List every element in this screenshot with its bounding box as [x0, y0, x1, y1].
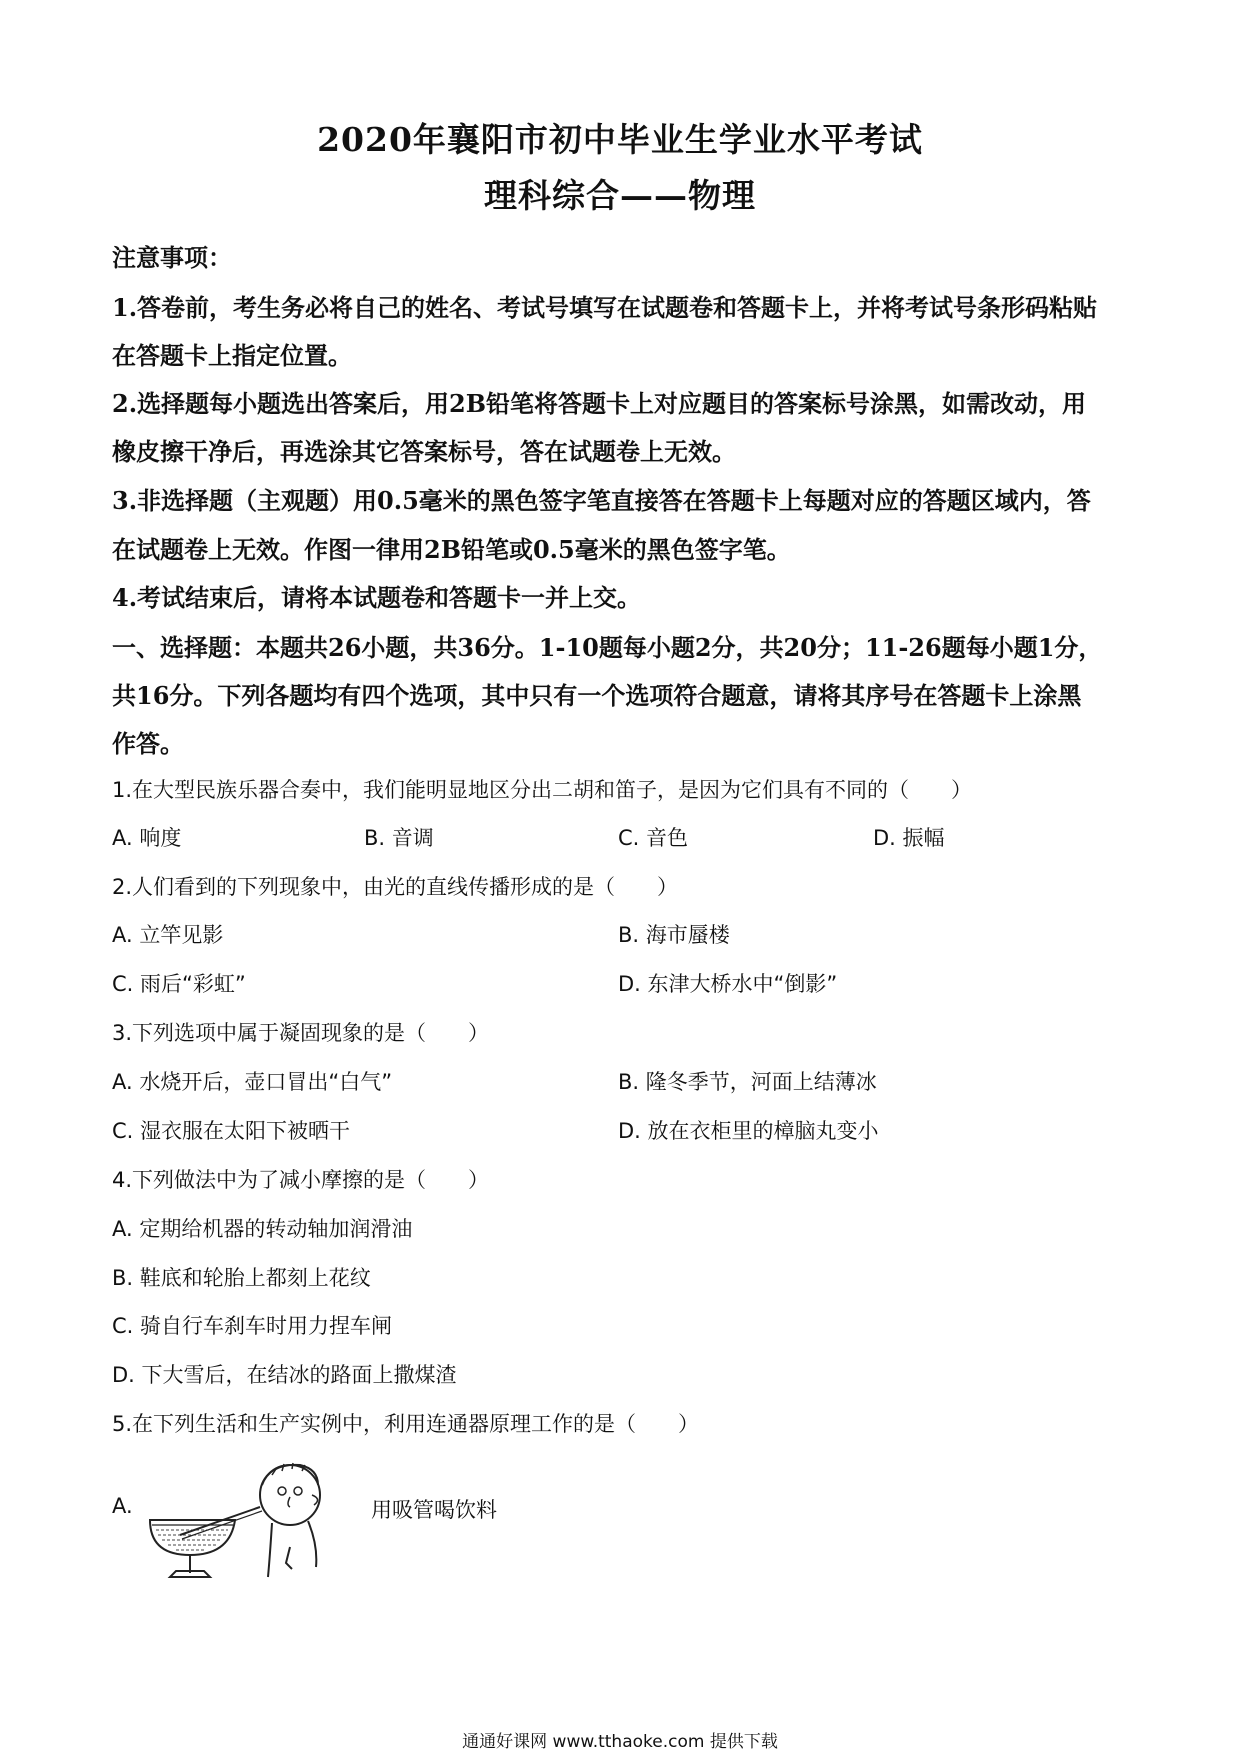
option-a: A. 定期给机器的转动轴加润滑油: [112, 1217, 413, 1241]
drinking-straw-figure: [140, 1455, 335, 1585]
notice-line: 橡皮擦干净后，再选涂其它答案标号，答在试题卷上无效。: [112, 437, 736, 466]
question-stem: 5.在下列生活和生产实例中，利用连通器原理工作的是（ ）: [112, 1412, 700, 1436]
option-d: D. 下大雪后，在结冰的路面上撒煤渣: [112, 1363, 457, 1387]
notice-line: 2.选择题每小题选出答案后，用2B铅笔将答题卡上对应题目的答案标号涂黑，如需改动，用: [112, 389, 1087, 418]
option-c: C. 湿衣服在太阳下被晒干: [112, 1119, 351, 1143]
option-a: 用吸管喝饮料: [371, 1498, 497, 1522]
option-c: C. 音色: [618, 826, 689, 850]
question-stem: 2.人们看到的下列现象中，由光的直线传播形成的是（ ）: [112, 875, 679, 899]
notice-line: 在答题卡上指定位置。: [112, 341, 352, 370]
option-a-letter: A.: [112, 1494, 133, 1518]
page-footer: 通通好课网 www.tthaoke.com 提供下载: [462, 1732, 778, 1752]
notice-heading: 注意事项：: [112, 243, 232, 272]
notice-line: 3.非选择题（主观题）用0.5毫米的黑色签字笔直接答在答题卡上每题对应的答题区域内，答: [112, 486, 1091, 515]
option-a: A. 立竿见影: [112, 923, 224, 947]
section-line: 作答。: [112, 729, 184, 758]
exam-subtitle: 理科综合——物理: [484, 176, 756, 215]
option-b: B. 海市蜃楼: [618, 923, 730, 947]
option-d: D. 东津大桥水中“倒影”: [618, 972, 838, 996]
question-stem: 1.在大型民族乐器合奏中，我们能明显地区分出二胡和笛子，是因为它们具有不同的（ ）: [112, 778, 973, 802]
option-a: A. 水烧开后，壶口冒出“白气”: [112, 1070, 393, 1094]
option-d: D. 振幅: [873, 826, 945, 850]
notice-line: 1.答卷前，考生务必将自己的姓名、考试号填写在试题卷和答题卡上，并将考试号条形码粘贴: [112, 293, 1098, 322]
option-a: A. 响度: [112, 826, 182, 850]
section-line: 一、选择题：本题共26小题，共36分。1-10题每小题2分，共20分；11-26题每小题1分，: [112, 633, 1103, 662]
notice-line: 4.考试结束后，请将本试题卷和答题卡一并上交。: [112, 583, 642, 612]
exam-title: 2020年襄阳市初中毕业生学业水平考试: [317, 120, 923, 159]
notice-line: 在试题卷上无效。作图一律用2B铅笔或0.5毫米的黑色签字笔。: [112, 535, 791, 564]
option-c: C. 雨后“彩虹”: [112, 972, 246, 996]
section-line: 共16分。下列各题均有四个选项，其中只有一个选项符合题意，请将其序号在答题卡上涂黑: [112, 681, 1082, 710]
option-d: D. 放在衣柜里的樟脑丸变小: [618, 1119, 879, 1143]
option-c: C. 骑自行车刹车时用力捏车闸: [112, 1314, 393, 1338]
question-stem: 4.下列做法中为了减小摩擦的是（ ）: [112, 1168, 490, 1192]
option-b: B. 音调: [364, 826, 434, 850]
question-stem: 3.下列选项中属于凝固现象的是（ ）: [112, 1021, 490, 1045]
option-b: B. 隆冬季节，河面上结薄冰: [618, 1070, 877, 1094]
option-b: B. 鞋底和轮胎上都刻上花纹: [112, 1266, 371, 1290]
